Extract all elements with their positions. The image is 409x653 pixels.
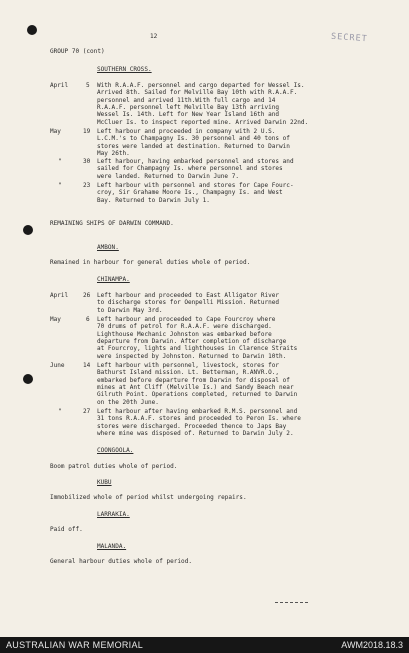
entry-line: Lighthouse Mechanic Johnston was embarked before — [97, 330, 272, 338]
entry-line: were landed. Returned to Darwin June 7. — [97, 172, 239, 180]
punch-hole-middle — [23, 225, 33, 235]
ship-heading-kubu: KUBU — [97, 479, 112, 486]
entry-day: 6 — [86, 316, 90, 323]
entry-month: May — [50, 128, 61, 135]
entry-day: 14 — [83, 362, 91, 369]
institution-label: AUSTRALIAN WAR MEMORIAL — [6, 640, 144, 650]
entry-line: personnel and arrived 11th.With full cargo and 14 — [97, 96, 276, 104]
entry-month: June — [50, 362, 65, 369]
entry-line: stores were discharged. Proceeded thence to Japs Bay — [97, 422, 287, 430]
entry-day: 30 — [83, 158, 91, 165]
entry-line: Left harbour with personnel and stores for Cape Fourc- — [97, 182, 294, 189]
entry-line: With R.A.A.F. personnel and cargo departed for Wessel Is. — [97, 82, 305, 89]
entry-line: Left harbour and proceeded to East Alligator River — [97, 292, 280, 299]
punch-hole-top — [27, 25, 37, 35]
entry-line: Arrived 8th. Sailed for Melville Bay 10th with R.A.A.F. — [97, 89, 298, 97]
remaining-ships-heading: REMAINING SHIPS OF DARWIN COMMAND. — [50, 220, 174, 227]
entry-line: sailed for Champagny Is. where personnel and stores — [97, 165, 283, 173]
ship-heading-larrakia: LARRAKIA. — [97, 511, 130, 518]
ship-heading-ambon: AMBON. — [97, 244, 119, 251]
entry-month: " — [58, 408, 62, 415]
entry-line: Left harbour after having embarked R.M.S. personnel and — [97, 408, 298, 415]
entry-line: croy, Sir Grahame Moore Is., Champagny Is. and West — [97, 189, 283, 197]
ship-text: General harbour duties whole of period. — [50, 558, 192, 565]
ship-text: Remained in harbour for general duties whole of period. — [50, 259, 251, 266]
entry-month: " — [58, 182, 62, 189]
entry-line: McCluer Is. to inspect reported mine. Arrived Darwin 22nd. — [97, 118, 309, 126]
accession-number: AWM2018.18.3 — [341, 640, 403, 650]
entry-line: Left harbour, having embarked personnel and stores and — [97, 158, 294, 165]
ship-heading-malanda: MALANDA. — [97, 543, 127, 550]
entry-line: to discharge stores for Oenpelli Mission. Returned — [97, 299, 280, 307]
entry-line: Bathurst Island mission. Lt. Betterman, R.ANVR.O., — [97, 369, 280, 377]
group-heading: GROUP 70 (cont) — [50, 48, 105, 55]
ship-heading-chinampa: CHINAMPA. — [97, 276, 130, 283]
entry-line: R.A.A.F. personnel left Melville Bay 13th arriving — [97, 103, 280, 111]
secret-stamp: SECRET — [330, 31, 369, 45]
archive-footer — [0, 637, 409, 653]
ship-heading-coongoola: COONGOOLA. — [97, 447, 134, 454]
entry-line: at Fourcroy, lights and lighthouses in Clarence Straits — [97, 345, 298, 353]
entry-month: May — [50, 316, 61, 323]
entry-month: April — [50, 82, 69, 89]
entry-month: April — [50, 292, 69, 299]
entry-line: to Darwin May 3rd. — [97, 306, 163, 314]
page-number: 12 — [150, 33, 158, 40]
entry-line: May 26th. — [97, 149, 130, 157]
entry-day: 23 — [83, 182, 91, 189]
section-heading: SOUTHERN CROSS. — [97, 66, 152, 73]
ship-text: Boom patrol duties whole of period. — [50, 463, 178, 470]
entry-day: 19 — [83, 128, 91, 135]
entry-line: embarked before departure from Darwin for disposal of — [97, 376, 290, 384]
entry-line: L.C.M.'s to Champagny Is. 30 personnel and 40 tons of — [97, 135, 290, 143]
entry-line: Left harbour with personnel, livestock, stores for — [97, 362, 280, 369]
entry-line: Gilruth Point. Operations completed, returned to Darwin — [97, 391, 298, 399]
entry-line: Wessel Is. 14th. Left for New Year Island 16th and — [97, 111, 280, 119]
entry-line: mines at Ant Cliff (Melville Is.) and Sandy Beach near — [97, 383, 294, 391]
entry-line: where mine was disposed of. Returned to Darwin July 2. — [97, 429, 294, 437]
entry-line: Left harbour and proceeded in company with 2 U.S. — [97, 128, 276, 135]
entry-line: Left harbour and proceeded to Cape Fourcroy where — [97, 316, 276, 323]
entry-line: 70 drums of petrol for R.A.A.F. were discharged. — [97, 323, 272, 331]
punch-hole-lower — [23, 374, 33, 384]
entry-line: Bay. Returned to Darwin July 1. — [97, 196, 210, 204]
entry-day: 26 — [83, 292, 91, 299]
entry-line: stores were landed at destination. Returned to Darwin — [97, 142, 290, 150]
ship-text: Immobilized whole of period whilst undergoing repairs. — [50, 494, 247, 501]
ship-text: Paid off. — [50, 526, 83, 533]
entry-month: " — [58, 158, 62, 165]
entry-line: departure from Darwin. After completion of discharge — [97, 337, 287, 345]
page-end-dashes — [275, 602, 308, 603]
entry-line: were inspected by Johnston. Returned to Darwin 10th. — [97, 352, 287, 360]
entry-day: 27 — [83, 408, 91, 415]
entry-day: 5 — [86, 82, 90, 89]
entry-line: on the 20th June. — [97, 398, 159, 406]
entry-line: 31 tons R.A.A.F. stores and proceeded to Peron Is. where — [97, 415, 301, 423]
